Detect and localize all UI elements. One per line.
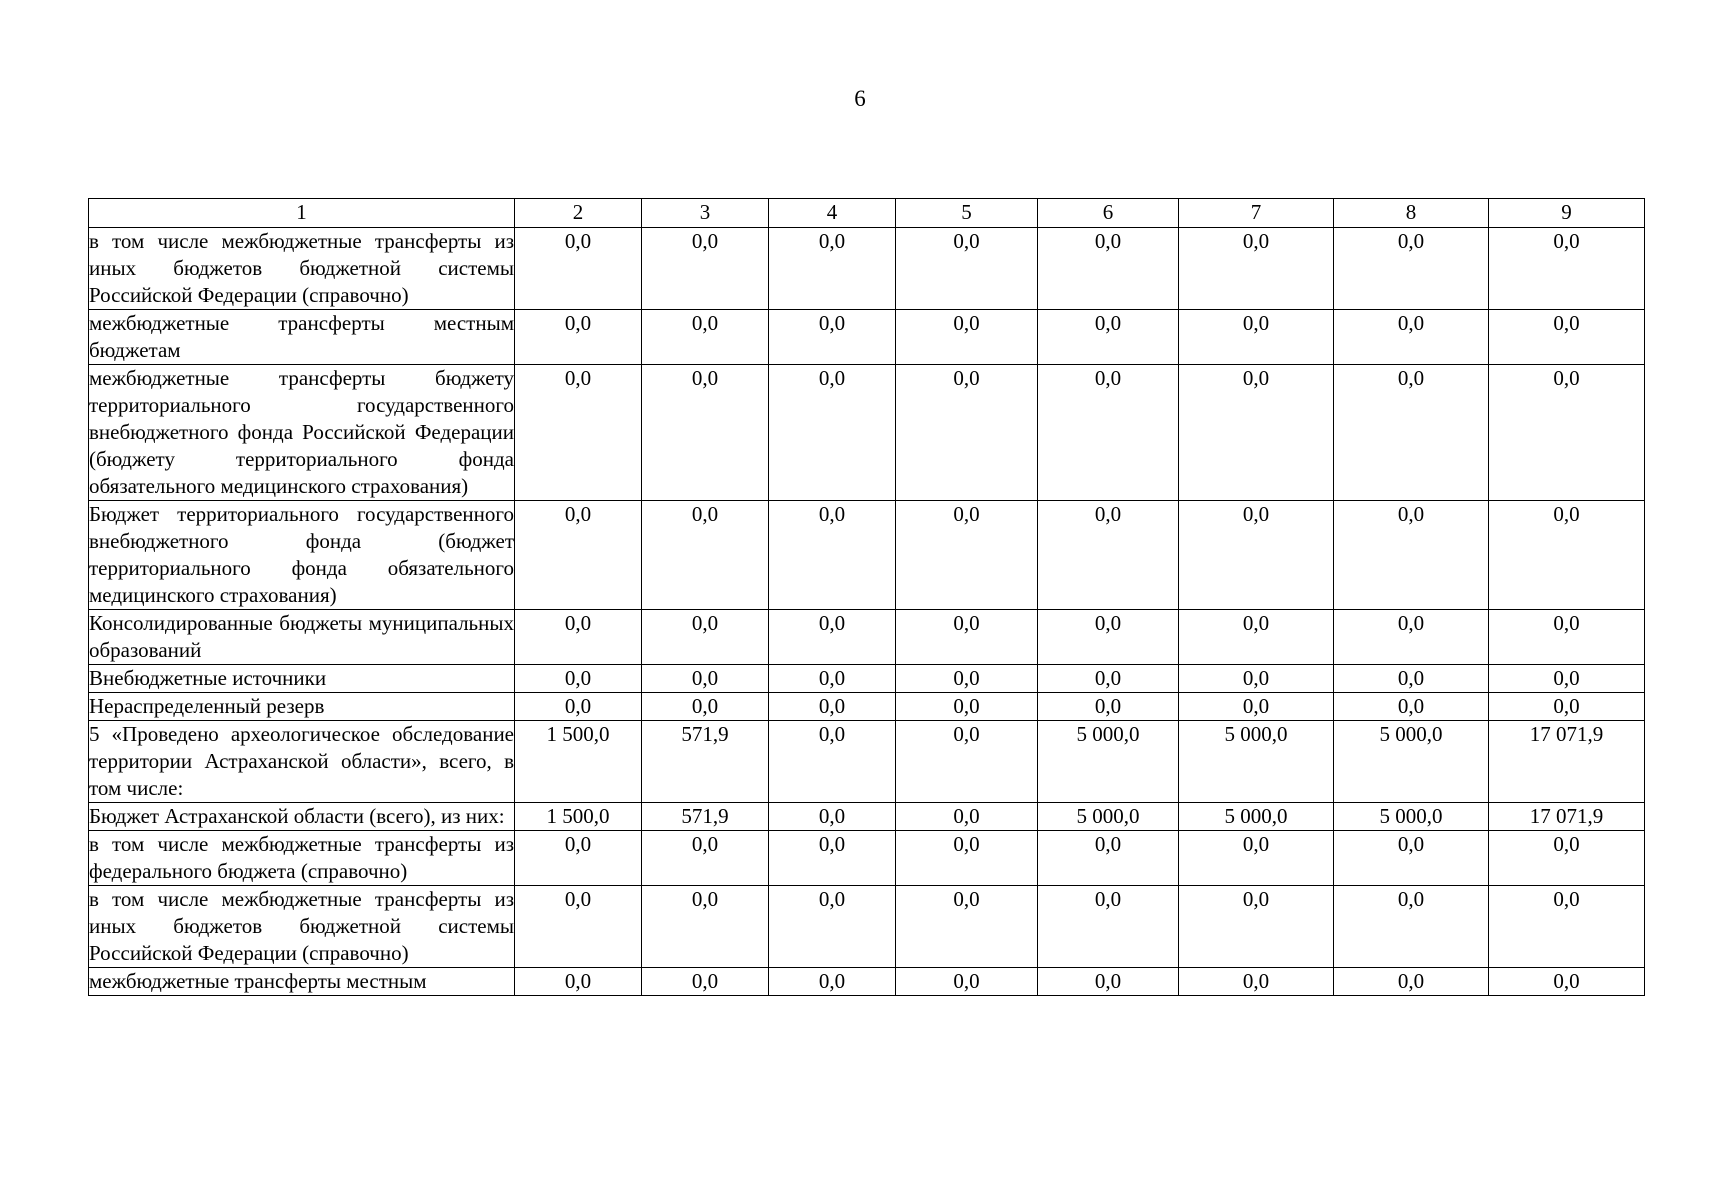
row-value-col-6: 0,0 [1038,610,1179,665]
row-value-col-2: 0,0 [515,968,642,996]
row-value-col-8: 0,0 [1334,886,1489,968]
row-label: Бюджет Астраханской области (всего), из них: [89,803,515,831]
row-value-col-7: 0,0 [1179,228,1334,310]
row-value-col-7: 0,0 [1179,310,1334,365]
row-value-col-2: 1 500,0 [515,803,642,831]
row-value-col-7: 0,0 [1179,693,1334,721]
row-value-col-2: 0,0 [515,665,642,693]
column-header-3: 3 [642,199,769,228]
row-value-col-8: 5 000,0 [1334,721,1489,803]
row-value-col-5: 0,0 [896,365,1038,501]
row-value-col-8: 0,0 [1334,310,1489,365]
row-value-col-4: 0,0 [769,610,896,665]
row-value-col-2: 1 500,0 [515,721,642,803]
table-row [89,501,1645,610]
row-value-col-4: 0,0 [769,886,896,968]
row-value-col-9: 0,0 [1489,365,1645,501]
row-value-col-6: 5 000,0 [1038,721,1179,803]
column-header-2: 2 [515,199,642,228]
row-value-col-8: 0,0 [1334,365,1489,501]
row-value-col-9: 0,0 [1489,310,1645,365]
row-value-col-2: 0,0 [515,365,642,501]
row-value-col-9: 0,0 [1489,693,1645,721]
table-body [89,228,1645,996]
row-label: Внебюджетные источники [89,665,515,693]
row-value-col-8: 0,0 [1334,610,1489,665]
row-value-col-3: 0,0 [642,228,769,310]
row-value-col-4: 0,0 [769,228,896,310]
row-value-col-3: 0,0 [642,310,769,365]
row-value-col-6: 0,0 [1038,310,1179,365]
row-value-col-3: 0,0 [642,501,769,610]
row-value-col-6: 0,0 [1038,831,1179,886]
row-value-col-9: 0,0 [1489,831,1645,886]
row-value-col-7: 5 000,0 [1179,803,1334,831]
row-value-col-8: 0,0 [1334,501,1489,610]
table-row [89,968,1645,996]
row-value-col-7: 0,0 [1179,501,1334,610]
budget-table [88,198,1645,996]
row-value-col-9: 0,0 [1489,501,1645,610]
table-row [89,665,1645,693]
page-number: 6 [854,86,866,111]
row-value-col-5: 0,0 [896,693,1038,721]
row-value-col-8: 0,0 [1334,693,1489,721]
row-value-col-7: 0,0 [1179,831,1334,886]
row-label: в том числе межбюджетные трансферты из иных бюджетов бюджетной системы Российской Федерации (справочно) [89,886,515,968]
row-value-col-6: 0,0 [1038,693,1179,721]
row-value-col-7: 0,0 [1179,610,1334,665]
row-value-col-2: 0,0 [515,310,642,365]
row-label: в том числе межбюджетные трансферты из федерального бюджета (справочно) [89,831,515,886]
row-value-col-9: 0,0 [1489,886,1645,968]
table-row [89,886,1645,968]
row-value-col-8: 0,0 [1334,228,1489,310]
column-header-1: 1 [89,199,515,228]
row-value-col-6: 0,0 [1038,665,1179,693]
column-header-4: 4 [769,199,896,228]
row-value-col-5: 0,0 [896,831,1038,886]
row-label: Бюджет территориального государственного внебюджетного фонда (бюджет территориального фонда обязательного медицинского страхования) [89,501,515,610]
row-value-col-5: 0,0 [896,665,1038,693]
row-label: 5 «Проведено археологическое обследование территории Астраханской области», всего, в том числе: [89,721,515,803]
row-value-col-3: 0,0 [642,610,769,665]
row-value-col-2: 0,0 [515,831,642,886]
row-value-col-8: 5 000,0 [1334,803,1489,831]
row-value-col-5: 0,0 [896,886,1038,968]
row-value-col-3: 571,9 [642,721,769,803]
header-row [89,199,1645,228]
column-header-7: 7 [1179,199,1334,228]
row-value-col-9: 0,0 [1489,610,1645,665]
row-value-col-2: 0,0 [515,228,642,310]
row-value-col-8: 0,0 [1334,968,1489,996]
table-row [89,693,1645,721]
row-value-col-2: 0,0 [515,501,642,610]
row-value-col-4: 0,0 [769,721,896,803]
table-row [89,365,1645,501]
row-value-col-5: 0,0 [896,803,1038,831]
row-value-col-4: 0,0 [769,968,896,996]
table-row [89,803,1645,831]
row-label: межбюджетные трансферты местным [89,968,515,996]
row-value-col-8: 0,0 [1334,665,1489,693]
row-value-col-3: 0,0 [642,831,769,886]
row-value-col-7: 0,0 [1179,665,1334,693]
row-label: в том числе межбюджетные трансферты из иных бюджетов бюджетной системы Российской Федерации (справочно) [89,228,515,310]
column-header-5: 5 [896,199,1038,228]
row-label: межбюджетные трансферты бюджету территориального государственного внебюджетного фонда Российской Федерации (бюджету территориального фонда обязательного медицинского страхования) [89,365,515,501]
row-value-col-4: 0,0 [769,803,896,831]
row-value-col-9: 17 071,9 [1489,803,1645,831]
table-row [89,721,1645,803]
row-value-col-7: 0,0 [1179,886,1334,968]
row-value-col-3: 0,0 [642,886,769,968]
row-value-col-6: 0,0 [1038,886,1179,968]
row-value-col-4: 0,0 [769,310,896,365]
table-row [89,831,1645,886]
row-value-col-9: 17 071,9 [1489,721,1645,803]
row-value-col-6: 0,0 [1038,968,1179,996]
row-value-col-4: 0,0 [769,831,896,886]
row-value-col-5: 0,0 [896,721,1038,803]
row-value-col-6: 5 000,0 [1038,803,1179,831]
row-value-col-3: 0,0 [642,968,769,996]
row-value-col-6: 0,0 [1038,228,1179,310]
row-value-col-3: 571,9 [642,803,769,831]
table-row [89,610,1645,665]
row-value-col-6: 0,0 [1038,365,1179,501]
column-header-8: 8 [1334,199,1489,228]
row-value-col-7: 5 000,0 [1179,721,1334,803]
row-value-col-2: 0,0 [515,886,642,968]
row-value-col-7: 0,0 [1179,968,1334,996]
row-value-col-6: 0,0 [1038,501,1179,610]
row-value-col-5: 0,0 [896,228,1038,310]
row-value-col-4: 0,0 [769,365,896,501]
row-value-col-8: 0,0 [1334,831,1489,886]
row-value-col-3: 0,0 [642,665,769,693]
row-value-col-9: 0,0 [1489,665,1645,693]
table-header [89,199,1645,228]
row-value-col-3: 0,0 [642,693,769,721]
row-value-col-4: 0,0 [769,693,896,721]
row-label: Консолидированные бюджеты муниципальных образований [89,610,515,665]
row-value-col-7: 0,0 [1179,365,1334,501]
row-value-col-5: 0,0 [896,968,1038,996]
row-value-col-9: 0,0 [1489,228,1645,310]
row-value-col-5: 0,0 [896,501,1038,610]
row-value-col-4: 0,0 [769,501,896,610]
row-value-col-3: 0,0 [642,365,769,501]
column-header-9: 9 [1489,199,1645,228]
row-label: межбюджетные трансферты местным бюджетам [89,310,515,365]
row-value-col-4: 0,0 [769,665,896,693]
table-row [89,310,1645,365]
row-value-col-2: 0,0 [515,610,642,665]
row-value-col-5: 0,0 [896,610,1038,665]
row-value-col-2: 0,0 [515,693,642,721]
row-label: Нераспределенный резерв [89,693,515,721]
row-value-col-5: 0,0 [896,310,1038,365]
column-header-6: 6 [1038,199,1179,228]
table-row [89,228,1645,310]
row-value-col-9: 0,0 [1489,968,1645,996]
